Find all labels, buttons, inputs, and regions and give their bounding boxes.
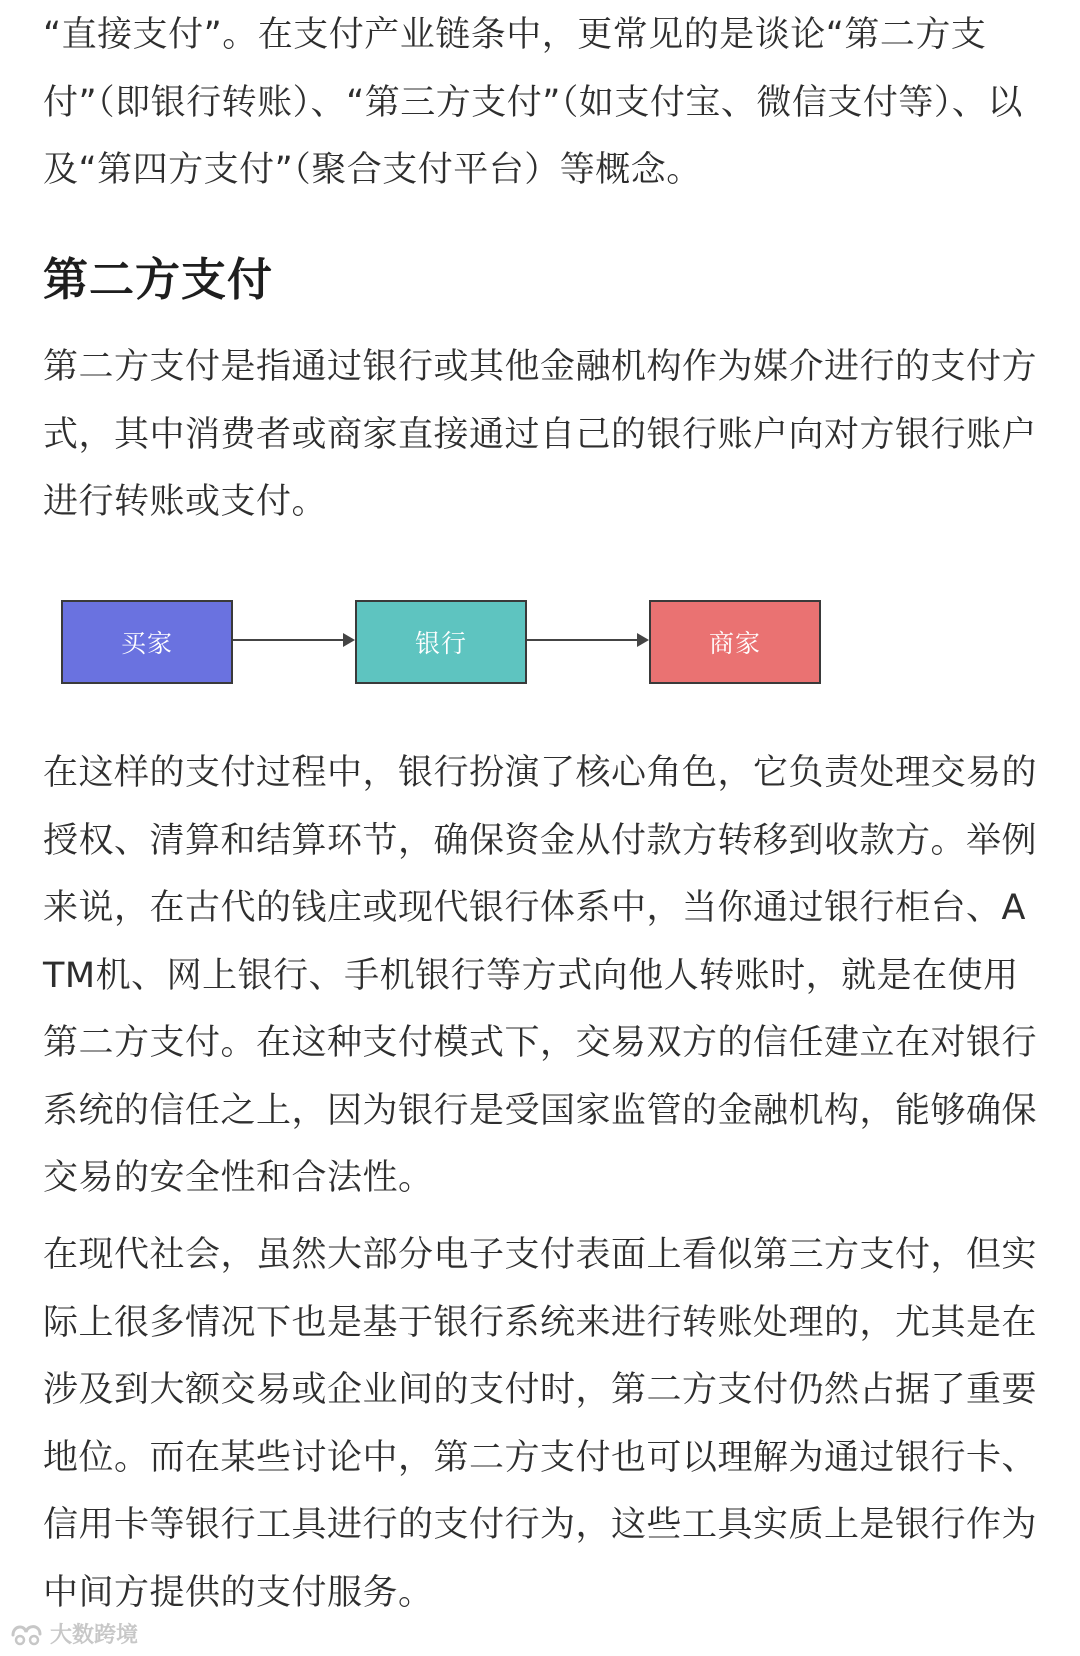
payment-flow-diagram xyxy=(61,596,921,686)
flow-node-buyer xyxy=(61,600,233,684)
flow-node-label: 商家 xyxy=(708,629,761,658)
section-heading: 第二方支付 xyxy=(43,253,274,306)
flow-node-label: 买家 xyxy=(120,629,173,658)
arrow-icon xyxy=(527,639,647,641)
watermark xyxy=(10,1618,138,1649)
body-paragraph-1: 在这样的支付过程中，银行扮演了核心角色，它负责处理交易的授权、清算和结算环节，确保资金从付款方转移到收款方。举例来说，在古代的钱庄或现代银行体系中，当你通过银行柜台、ATM机、网上银行、手机银行等方式向他人转账时，就是在使用第二方支付。在这种支付模式下，交易双方的信任建立在对银行系统的信任之上，因为银行是受国家监管的金融机构，能够确保交易的安全性和合法性。 xyxy=(43,753,1038,1198)
intro-paragraph: “直接支付”。在支付产业链条中，更常见的是谈论“第二方支付”（即银行转账）、“第三方支付”（如支付宝、微信支付等）、以及“第四方支付”（聚合支付平台）等概念。 xyxy=(43,15,1023,190)
arrow-icon xyxy=(233,639,353,641)
flow-node-bank xyxy=(355,600,527,684)
flow-node-merchant xyxy=(649,600,821,684)
body-paragraph-2: 在现代社会，虽然大部分电子支付表面上看似第三方支付，但实际上很多情况下也是基于银行系统来进行转账处理的，尤其是在涉及到大额交易或企业间的支付时，第二方支付仍然占据了重要地位。而在某些讨论中，第二方支付也可以理解为通过银行卡、信用卡等银行工具进行的支付行为，这些工具实质上是银行作为中间方提供的支付服务。 xyxy=(43,1235,1038,1613)
flow-node-label: 银行 xyxy=(414,629,467,658)
definition-paragraph: 第二方支付是指通过银行或其他金融机构作为媒介进行的支付方式，其中消费者或商家直接通过自己的银行账户向对方银行账户进行转账或支付。 xyxy=(43,347,1038,522)
watermark-logo-icon xyxy=(10,1621,46,1647)
watermark-text: 大数跨境 xyxy=(50,1623,139,1648)
